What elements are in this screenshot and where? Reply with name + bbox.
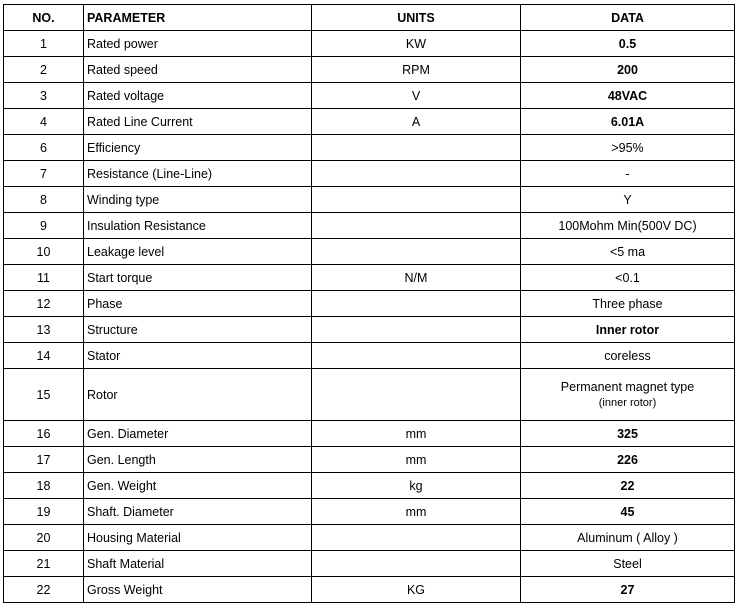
data-cell [521, 83, 735, 109]
header-data: DATA [521, 5, 735, 31]
data-value: Y [623, 192, 632, 207]
table-row [4, 239, 735, 265]
table-row [4, 161, 735, 187]
parameter-cell: Rated Line Current [84, 109, 312, 135]
data-cell [521, 109, 735, 135]
table-row [4, 447, 735, 473]
row-number: 15 [4, 369, 84, 421]
parameter-cell: Rated speed [84, 57, 312, 83]
table-row [4, 265, 735, 291]
data-value: 100Mohm Min(500V DC) [558, 218, 697, 233]
unit-cell: KW [312, 31, 521, 57]
unit-cell [312, 187, 521, 213]
table-row [4, 525, 735, 551]
parameter-cell: Gen. Diameter [84, 421, 312, 447]
data-cell [521, 473, 735, 499]
header-parameter: PARAMETER [84, 5, 312, 31]
row-number: 10 [4, 239, 84, 265]
row-number: 9 [4, 213, 84, 239]
unit-cell [312, 161, 521, 187]
data-cell [521, 343, 735, 369]
data-cell [521, 187, 735, 213]
unit-cell [312, 239, 521, 265]
row-number: 3 [4, 83, 84, 109]
data-cell [521, 239, 735, 265]
data-value: 200 [617, 62, 638, 77]
table-row [4, 551, 735, 577]
data-value: Permanent magnet type [560, 379, 695, 394]
parameter-cell: Resistance (Line-Line) [84, 161, 312, 187]
data-value: <0.1 [615, 270, 640, 285]
header-no: NO. [4, 5, 84, 31]
table-row [4, 577, 735, 603]
parameter-cell: Gen. Weight [84, 473, 312, 499]
row-number: 6 [4, 135, 84, 161]
unit-cell: V [312, 83, 521, 109]
data-value: 48VAC [607, 88, 648, 103]
spec-table [3, 4, 735, 603]
data-value: >95% [611, 140, 644, 155]
data-value: 22 [620, 478, 635, 493]
table-row [4, 83, 735, 109]
parameter-cell: Rotor [84, 369, 312, 421]
data-value: <5 ma [609, 244, 646, 259]
data-value: 325 [617, 426, 638, 441]
data-cell [521, 161, 735, 187]
data-cell [521, 499, 735, 525]
table-row [4, 369, 735, 421]
table-row [4, 421, 735, 447]
parameter-cell: Rated power [84, 31, 312, 57]
row-number: 7 [4, 161, 84, 187]
data-cell [521, 369, 735, 421]
unit-cell [312, 369, 521, 421]
parameter-cell: Phase [84, 291, 312, 317]
row-number: 8 [4, 187, 84, 213]
unit-cell: RPM [312, 57, 521, 83]
data-cell [521, 213, 735, 239]
data-value: - [625, 166, 630, 181]
parameter-cell: Structure [84, 317, 312, 343]
table-row [4, 135, 735, 161]
data-value: 6.01A [610, 114, 645, 129]
table-row [4, 187, 735, 213]
data-value: Steel [613, 556, 642, 571]
unit-cell [312, 525, 521, 551]
unit-cell: mm [312, 447, 521, 473]
spec-table-body [4, 31, 735, 603]
data-cell [521, 57, 735, 83]
row-number: 19 [4, 499, 84, 525]
data-cell [521, 135, 735, 161]
table-row [4, 109, 735, 135]
row-number: 21 [4, 551, 84, 577]
table-row [4, 343, 735, 369]
row-number: 16 [4, 421, 84, 447]
data-value: Three phase [592, 296, 663, 311]
table-row [4, 31, 735, 57]
data-subvalue: ( inner rotor ) [524, 396, 731, 410]
data-value: Aluminum ( Alloy ) [577, 530, 678, 545]
table-row [4, 57, 735, 83]
unit-cell: mm [312, 421, 521, 447]
data-cell [521, 525, 735, 551]
unit-cell [312, 135, 521, 161]
row-number: 18 [4, 473, 84, 499]
parameter-cell: Gross Weight [84, 577, 312, 603]
parameter-cell: Housing Material [84, 525, 312, 551]
row-number: 22 [4, 577, 84, 603]
row-number: 17 [4, 447, 84, 473]
data-value: 45 [620, 504, 635, 519]
row-number: 2 [4, 57, 84, 83]
unit-cell: kg [312, 473, 521, 499]
data-cell [521, 317, 735, 343]
data-value: 226 [617, 452, 638, 467]
row-number: 20 [4, 525, 84, 551]
table-row [4, 317, 735, 343]
parameter-cell: Rated voltage [84, 83, 312, 109]
row-number: 11 [4, 265, 84, 291]
unit-cell: N/M [312, 265, 521, 291]
unit-cell [312, 291, 521, 317]
unit-cell: mm [312, 499, 521, 525]
parameter-cell: Shaft Material [84, 551, 312, 577]
data-cell [521, 447, 735, 473]
parameter-cell: Efficiency [84, 135, 312, 161]
data-cell [521, 577, 735, 603]
table-row [4, 291, 735, 317]
unit-cell: KG [312, 577, 521, 603]
unit-cell [312, 343, 521, 369]
unit-cell: A [312, 109, 521, 135]
row-number: 1 [4, 31, 84, 57]
data-cell [521, 31, 735, 57]
header-row [4, 5, 735, 31]
parameter-cell: Insulation Resistance [84, 213, 312, 239]
parameter-cell: Stator [84, 343, 312, 369]
data-value: 27 [620, 582, 635, 597]
table-row [4, 473, 735, 499]
row-number: 14 [4, 343, 84, 369]
unit-cell [312, 317, 521, 343]
unit-cell [312, 213, 521, 239]
data-value: 0.5 [618, 36, 637, 51]
data-cell [521, 291, 735, 317]
row-number: 4 [4, 109, 84, 135]
data-cell [521, 551, 735, 577]
header-units: UNITS [312, 5, 521, 31]
row-number: 12 [4, 291, 84, 317]
parameter-cell: Leakage level [84, 239, 312, 265]
parameter-cell: Start torque [84, 265, 312, 291]
unit-cell [312, 551, 521, 577]
data-value: Inner rotor [595, 322, 660, 337]
row-number: 13 [4, 317, 84, 343]
table-row [4, 213, 735, 239]
data-cell [521, 265, 735, 291]
data-value: coreless [604, 348, 651, 363]
parameter-cell: Shaft. Diameter [84, 499, 312, 525]
parameter-cell: Gen. Length [84, 447, 312, 473]
data-cell [521, 421, 735, 447]
table-row [4, 499, 735, 525]
parameter-cell: Winding type [84, 187, 312, 213]
